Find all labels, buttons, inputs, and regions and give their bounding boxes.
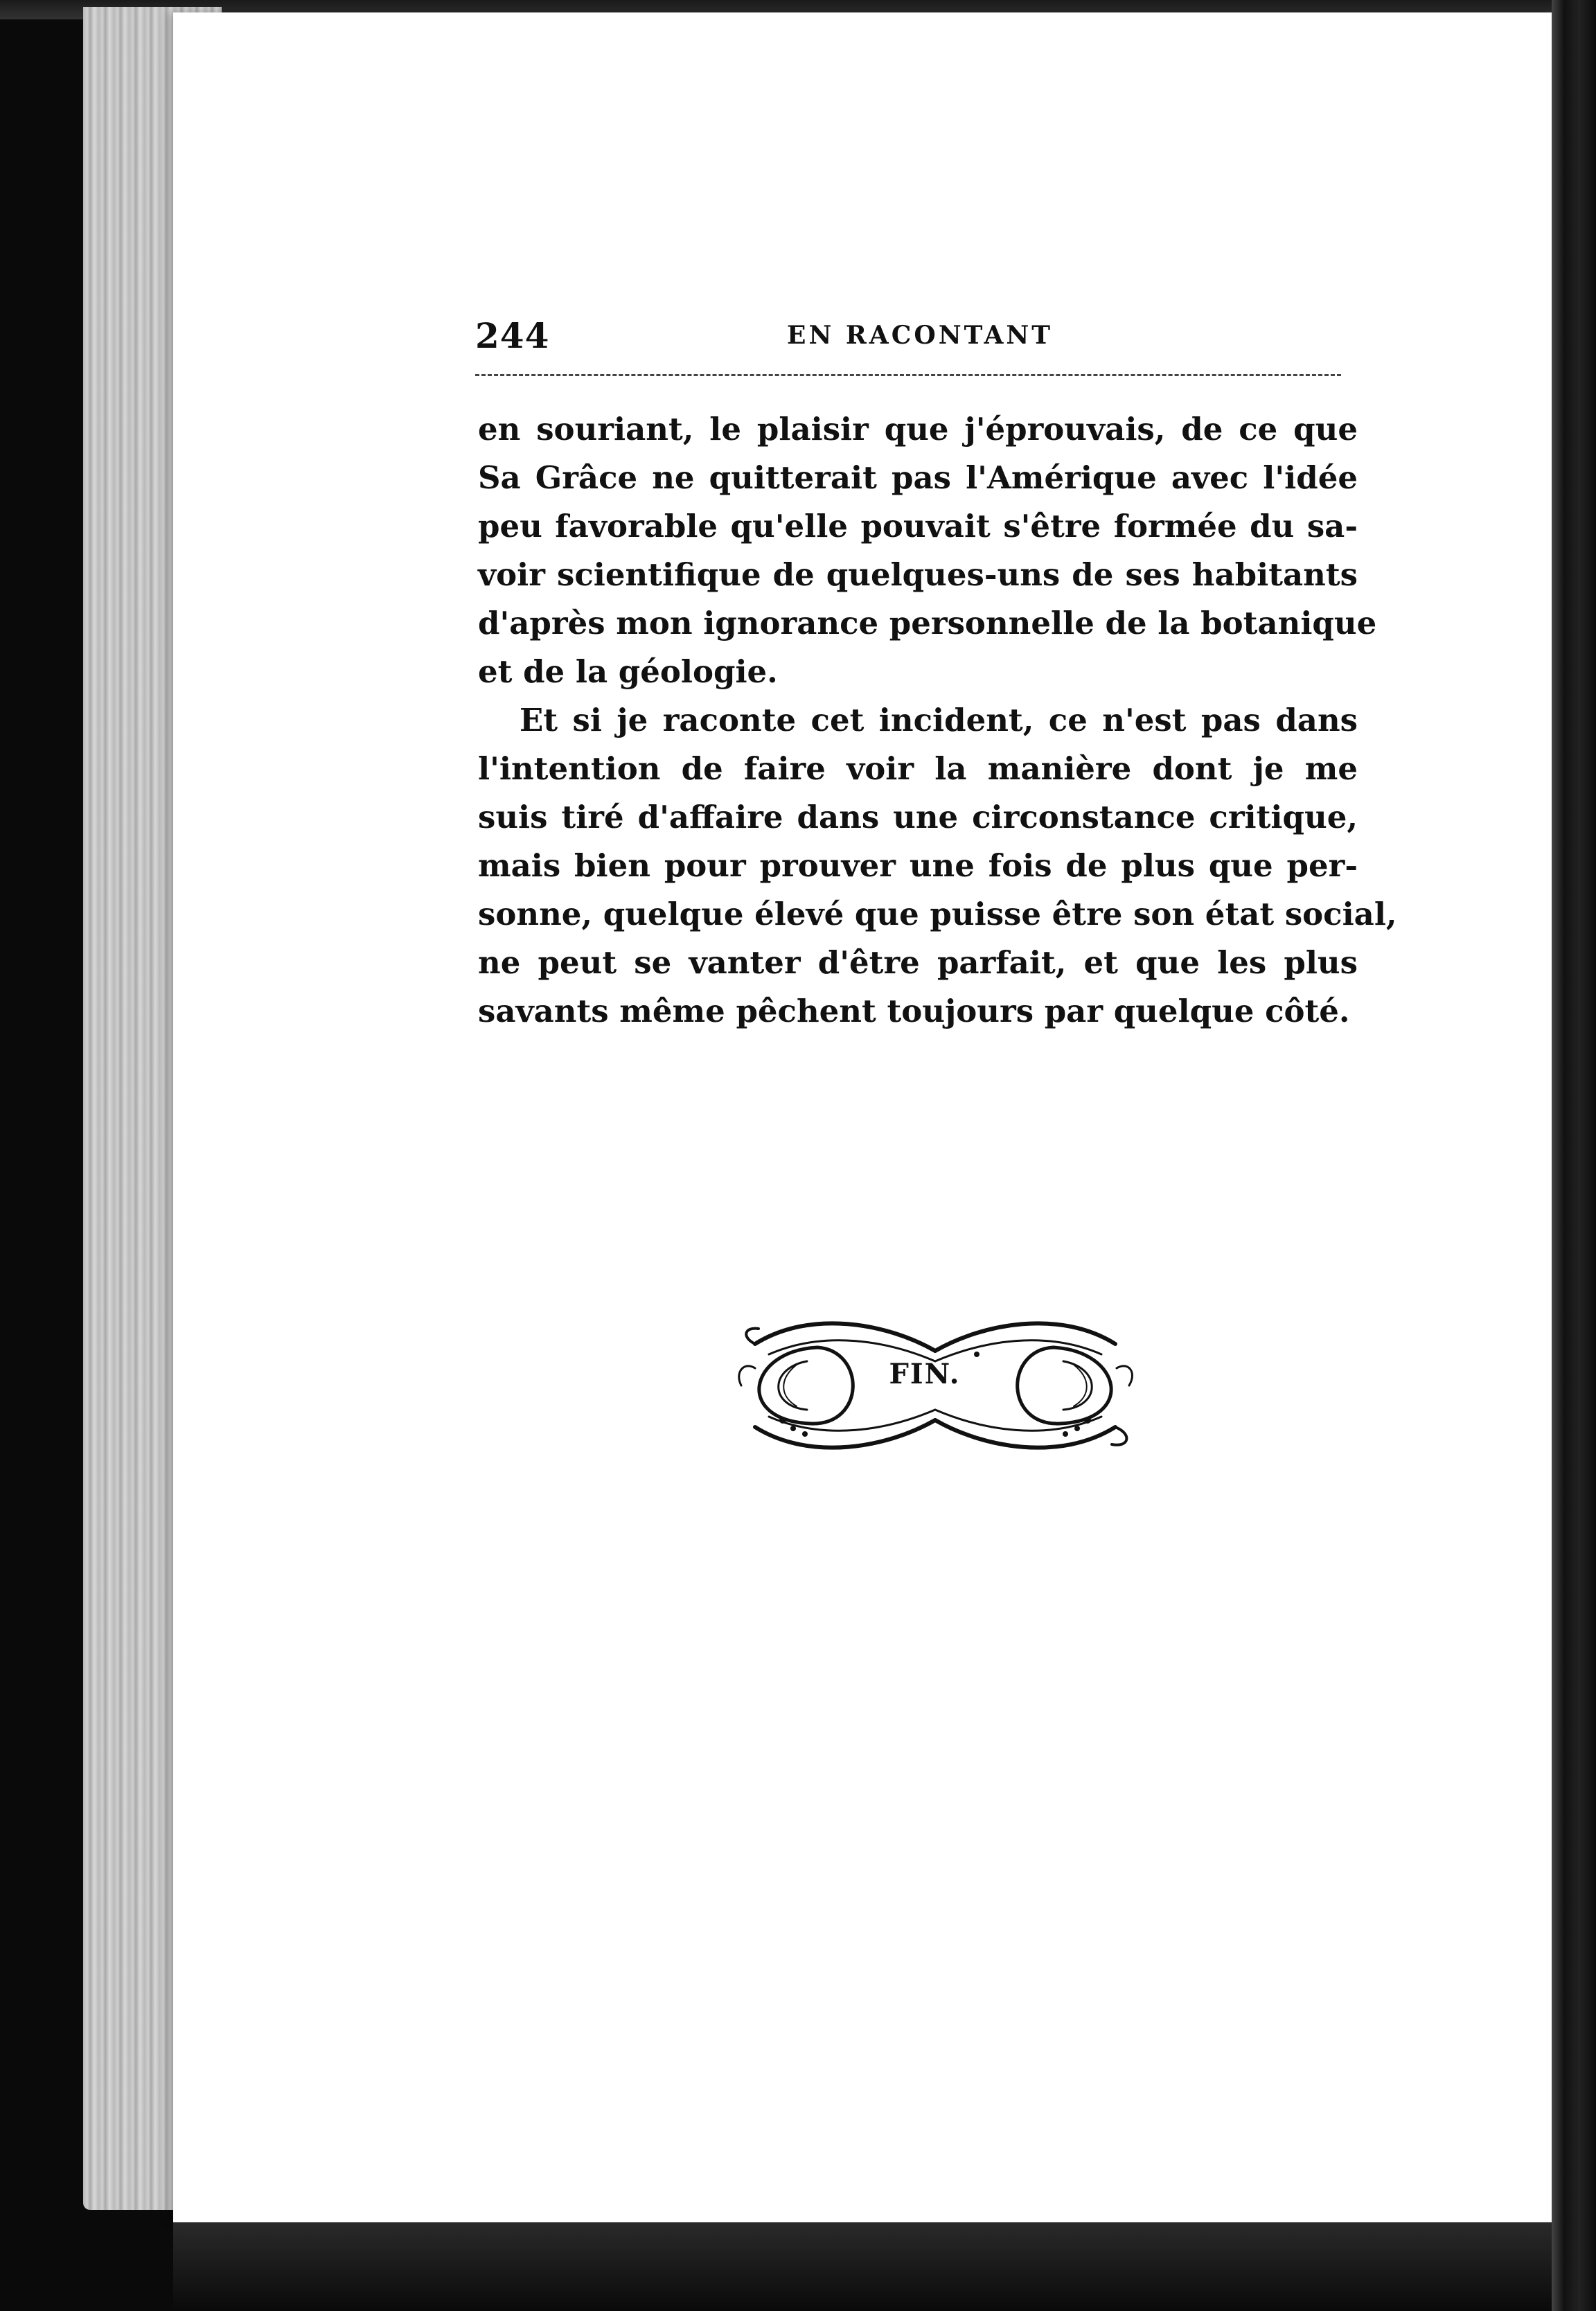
text-line: en souriant, le plaisir que j'éprouvais, de ce que	[478, 411, 1358, 448]
header-rule	[475, 374, 1341, 376]
text-line: sonne, quelque élevé que puisse être son état social,	[478, 896, 1397, 932]
running-head	[475, 315, 1341, 364]
fin-label: FIN.	[889, 1358, 961, 1390]
text-line: et de la géologie.	[478, 653, 778, 690]
running-title: EN RACONTANT	[787, 321, 1054, 350]
text-line: savants même pêchent toujours par quelque côté.	[478, 993, 1350, 1029]
text-line: Sa Grâce ne quitterait pas l'Amérique avec l'idée	[478, 459, 1358, 496]
book-spine-edge	[1552, 0, 1596, 2311]
text-line: voir scientifique de quelques-uns de ses habitants	[478, 556, 1358, 593]
text-line: suis tiré d'affaire dans une circonstance critique,	[478, 799, 1358, 835]
text-line: l'intention de faire voir la manière dont je me	[478, 750, 1358, 787]
text-line: ne peut se vanter d'être parfait, et que les plus	[478, 944, 1358, 981]
body-text	[478, 405, 1397, 1036]
text-line: d'après mon ignorance personnelle de la botanique	[478, 605, 1377, 641]
scanner-bottom-edge	[173, 2222, 1552, 2311]
page-number: 244	[475, 315, 550, 356]
text-line: peu favorable qu'elle pouvait s'être formée du sa-	[478, 508, 1358, 544]
text-line: Et si je raconte cet incident, ce n'est pas dans	[520, 702, 1358, 738]
text-line: mais bien pour prouver une fois de plus que per-	[478, 847, 1358, 884]
